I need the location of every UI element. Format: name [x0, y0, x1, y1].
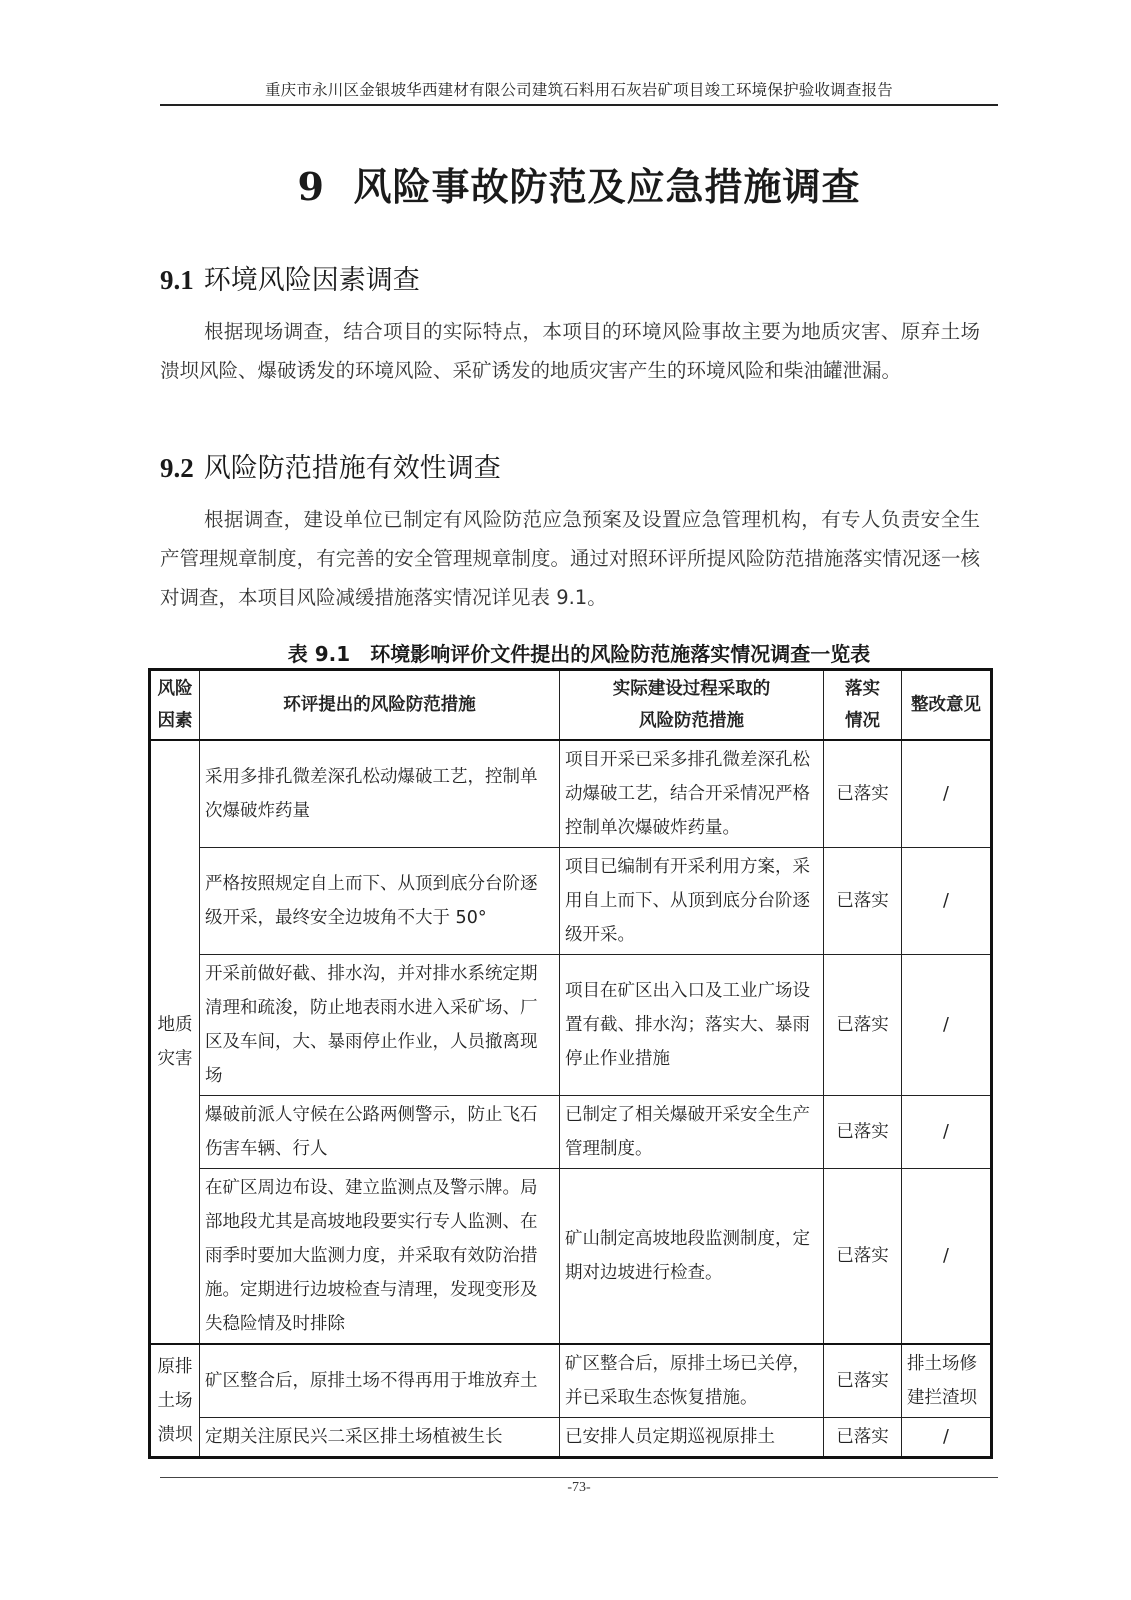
status-cell: 已落实 [824, 955, 902, 1096]
header-actual-measure [560, 670, 824, 741]
actual-measure-cell: 项目开采已采多排孔微差深孔松动爆破工艺，结合开采情况严格控制单次爆破炸药量。 [560, 740, 824, 848]
actual-measure-cell: 项目已编制有开采利用方案，采用自上而下、从顶到底分台阶逐级开采。 [560, 848, 824, 955]
actual-measure-cell: 已制定了相关爆破开采安全生产管理制度。 [560, 1096, 824, 1169]
actual-measure-cell: 已安排人员定期巡视原排土 [560, 1418, 824, 1458]
table-row [150, 955, 992, 1096]
header-actual-measure-line2: 风险防范措施 [639, 711, 744, 731]
rectification-cell: / [902, 955, 992, 1096]
status-cell: 已落实 [824, 740, 902, 848]
rectification-cell: 排土场修建拦渣坝 [902, 1344, 992, 1418]
actual-measure-cell: 矿区整合后，原排土场已关停，并已采取生态恢复措施。 [560, 1344, 824, 1418]
status-cell: 已落实 [824, 1096, 902, 1169]
table-caption-number: 表 9.1 [287, 642, 351, 666]
footer-rule [160, 1477, 998, 1478]
header-rectification: 整改意见 [902, 670, 992, 741]
actual-measure-cell: 矿山制定高坡地段监测制度，定期对边坡进行检查。 [560, 1169, 824, 1345]
page-number: -73- [567, 1480, 591, 1495]
rectification-cell: / [902, 1418, 992, 1458]
header-status-line1: 落实 [845, 679, 880, 699]
rectification-cell: / [902, 740, 992, 848]
status-cell: 已落实 [824, 1344, 902, 1418]
table-row [150, 1096, 992, 1169]
table-caption-title: 环境影响评价文件提出的风险防范施落实情况调查一览表 [370, 642, 871, 666]
eia-measure-cell: 采用多排孔微差深孔松动爆破工艺，控制单次爆破炸药量 [200, 740, 560, 848]
table-header-row [150, 670, 992, 741]
section-number: 9.2 [160, 453, 194, 483]
status-cell: 已落实 [824, 848, 902, 955]
risk-factor-cell: 地质灾害 [150, 740, 200, 1344]
header-rule [160, 104, 998, 106]
header-status-line2: 情况 [845, 711, 880, 731]
eia-measure-cell: 矿区整合后，原排土场不得再用于堆放弃土 [200, 1344, 560, 1418]
header-eia-measure: 环评提出的风险防范措施 [200, 670, 560, 741]
section-heading-9-1 [160, 258, 420, 297]
eia-measure-cell: 开采前做好截、排水沟，并对排水系统定期清理和疏浚，防止地表雨水进入采矿场、厂区及车间，大、暴雨停止作业，人员撤离现场 [200, 955, 560, 1096]
eia-measure-cell: 在矿区周边布设、建立监测点及警示牌。局部地段尤其是高坡地段要实行专人监测、在雨季时要加大监测力度，并采取有效防治措施。定期进行边坡检查与清理，发现变形及失稳险情及时排除 [200, 1169, 560, 1345]
section-title-text: 风险防范措施有效性调查 [203, 453, 501, 484]
chapter-title [160, 156, 998, 211]
table-caption [160, 638, 998, 667]
chapter-title-text: 风险事故防范及应急措施调查 [353, 164, 861, 209]
header-risk-factor: 风险因素 [150, 670, 200, 741]
header-actual-measure-line1: 实际建设过程采取的 [612, 679, 771, 699]
status-cell: 已落实 [824, 1418, 902, 1458]
rectification-cell: / [902, 848, 992, 955]
actual-measure-cell: 项目在矿区出入口及工业广场设置有截、排水沟；落实大、暴雨停止作业措施 [560, 955, 824, 1096]
rectification-cell: / [902, 1096, 992, 1169]
table-row [150, 740, 992, 848]
section-heading-9-2 [160, 446, 501, 485]
running-header: 重庆市永川区金银坡华西建材有限公司建筑石料用石灰岩矿项目竣工环境保护验收调查报告 [264, 81, 893, 99]
section-title-text: 环境风险因素调查 [203, 265, 420, 296]
risk-factor-cell: 原排土场溃坝 [150, 1344, 200, 1458]
header-status [824, 670, 902, 741]
rectification-cell: / [902, 1169, 992, 1345]
eia-measure-cell: 定期关注原民兴二采区排土场植被生长 [200, 1418, 560, 1458]
eia-measure-cell: 爆破前派人守候在公路两侧警示，防止飞石伤害车辆、行人 [200, 1096, 560, 1169]
section-9-1-paragraph: 根据现场调查，结合项目的实际特点，本项目的环境风险事故主要为地质灾害、原弃土场溃坝风险、爆破诱发的环境风险、采矿诱发的地质灾害产生的环境风险和柴油罐泄漏。 [160, 320, 980, 382]
eia-measure-cell: 严格按照规定自上而下、从顶到底分台阶逐级开采，最终安全边坡角不大于 50° [200, 848, 560, 955]
table-row [150, 1344, 992, 1418]
section-9-2-paragraph: 根据调查，建设单位已制定有风险防范应急预案及设置应急管理机构，有专人负责安全生产管理规章制度，有完善的安全管理规章制度。通过对照环评所提风险防范措施落实情况逐一核对调查，本项目风险减缓措施落实情况详见表 9.1。 [160, 508, 980, 609]
table-row [150, 848, 992, 955]
chapter-number: 9 [297, 164, 325, 209]
table-row [150, 1169, 992, 1345]
status-cell: 已落实 [824, 1169, 902, 1345]
section-number: 9.1 [160, 265, 194, 295]
risk-measures-table [148, 668, 993, 1459]
table-row [150, 1418, 992, 1458]
